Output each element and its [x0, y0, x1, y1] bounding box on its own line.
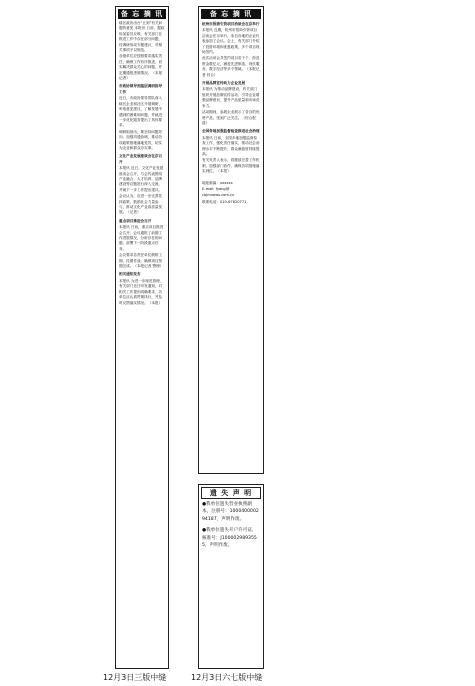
paragraph: 本报讯 为推动品牌建设，有关部门组织开展品牌宣传活动，引导企业增强品牌意识，提升产品质量和市场竞争力。	[202, 87, 260, 108]
strip-2-header: 备 忘 摘 讯	[201, 9, 261, 19]
footer-phone: 联系电话：010-67820771	[202, 199, 247, 204]
paragraph: 调研组指出，要坚持问题导向，加强沟通协调，推动各项政策措施落地见效，切实为企业和群众办实事。	[119, 129, 163, 150]
section-title: 杭州市招商引资项目洽谈会在京举行	[202, 22, 260, 26]
section-title: 相关通知发布	[119, 272, 141, 277]
paragraph: 各级单位应按照要求落实责任，确保工作有序推进，切实解决群众关心的问题，并定期通报进展情况。（本报记者）	[119, 54, 163, 81]
section-title: 重点项目推进会召开	[119, 218, 152, 223]
paragraph: 有关负责人表示，将继续完善工作机制，加强部门协作，确保各项措施落实到位。（本报）	[202, 158, 260, 174]
paragraph: 辖区政协出台“五到”有关问题的意见 本报讯 日前，据政协某委员反映，有关部门在推进工作中存在部分问题，经调研形成专题建议，对相关事项予以规范。	[119, 21, 165, 53]
notice-item: ●我单位遗失开户许可证，核准号：J1000029893555，声明作废。	[202, 528, 257, 549]
paragraph: 会议认为，应进一步完善扶持政策，鼓励社会力量参与，推动文化产业高质量发展。（记者）	[119, 194, 163, 215]
footer-website: cbjmnews.com.cn	[202, 193, 235, 198]
caption-left: 12月3日三版中缝	[103, 673, 167, 682]
section-title: 全国各地加强监督检查推进社会治理	[202, 129, 260, 134]
notice-item: ●我单位遗失营业执照副本，注册号：100040000294187，声明作废。	[202, 502, 259, 522]
footer-address: 地址邮编：xxxxxx	[202, 180, 233, 185]
strip-2-body	[199, 22, 263, 205]
strip-1-body	[116, 21, 168, 306]
column-strip-2	[198, 6, 264, 474]
strip-3-header: 遗 失 声 明	[201, 487, 261, 499]
column-strip-1	[115, 6, 169, 669]
section-title: 市政协领导到基层调研指导工作	[119, 84, 163, 94]
footer-email: E-mail: fyang@	[202, 186, 230, 191]
section-title: 文化产业发展座谈会在京召开	[119, 154, 163, 164]
paragraph: 近日，市政协领导带队深入辖区企业和社区开展调研，听取意见建议，了解发展中遇到的困难和问题，并就进一步优化服务提出了具体要求。	[119, 96, 163, 128]
paragraph: 本报讯 近日，文化产业发展座谈会召开，与会代表围绕产业融合、人才培养、品牌建设等议题进行深入交流，并就下一步工作提出建议。	[119, 166, 164, 192]
paragraph: 会议要求各责任单位倒排工期，挂图作战，确保项目按期完成。（本报记者 整理）	[119, 253, 164, 269]
paragraph: 本报讯 为进一步规范管理，有关部门近日印发通知，对相关工作提出明确要求，各单位应认真贯彻执行，并及时反馈落实情况。（本报）	[119, 278, 164, 305]
paragraph: 本报讯 近期，杭州市招商引资项目洽谈会在京举行，来自各地的企业代表参加了会议。会上，有关部门介绍了投资环境和优惠政策，多个项目现场签约。	[202, 28, 260, 55]
caption-right: 12月3日六七版中缝	[191, 673, 263, 682]
strip-3-body	[199, 501, 263, 549]
paragraph: 本报讯 日前，重点项目推进会召开，会议通报了前期工作进展情况，分析存在的问题，部署下一阶段重点任务。	[119, 225, 164, 251]
column-strip-3	[198, 484, 264, 669]
paragraph: 本报讯 日前，全国多地加强监督检查工作，强化责任落实，推动社会治理水平不断提升，群众满意度持续提高。	[202, 135, 260, 156]
paragraph: 活动期间，参展企业展示了各自的优势产品，受到广泛关注。（综合报道）	[202, 110, 260, 125]
section-title: 开展品牌宣传助力企业发展	[202, 81, 246, 86]
strip-1-header: 备 忘 摘 讯	[118, 9, 166, 19]
paragraph: 此次洽谈会共签约项目若干个，涉及资金数亿元，涵盖先进制造、现代服务、数字经济等多个领域。（本报记者 综合）	[202, 56, 260, 77]
